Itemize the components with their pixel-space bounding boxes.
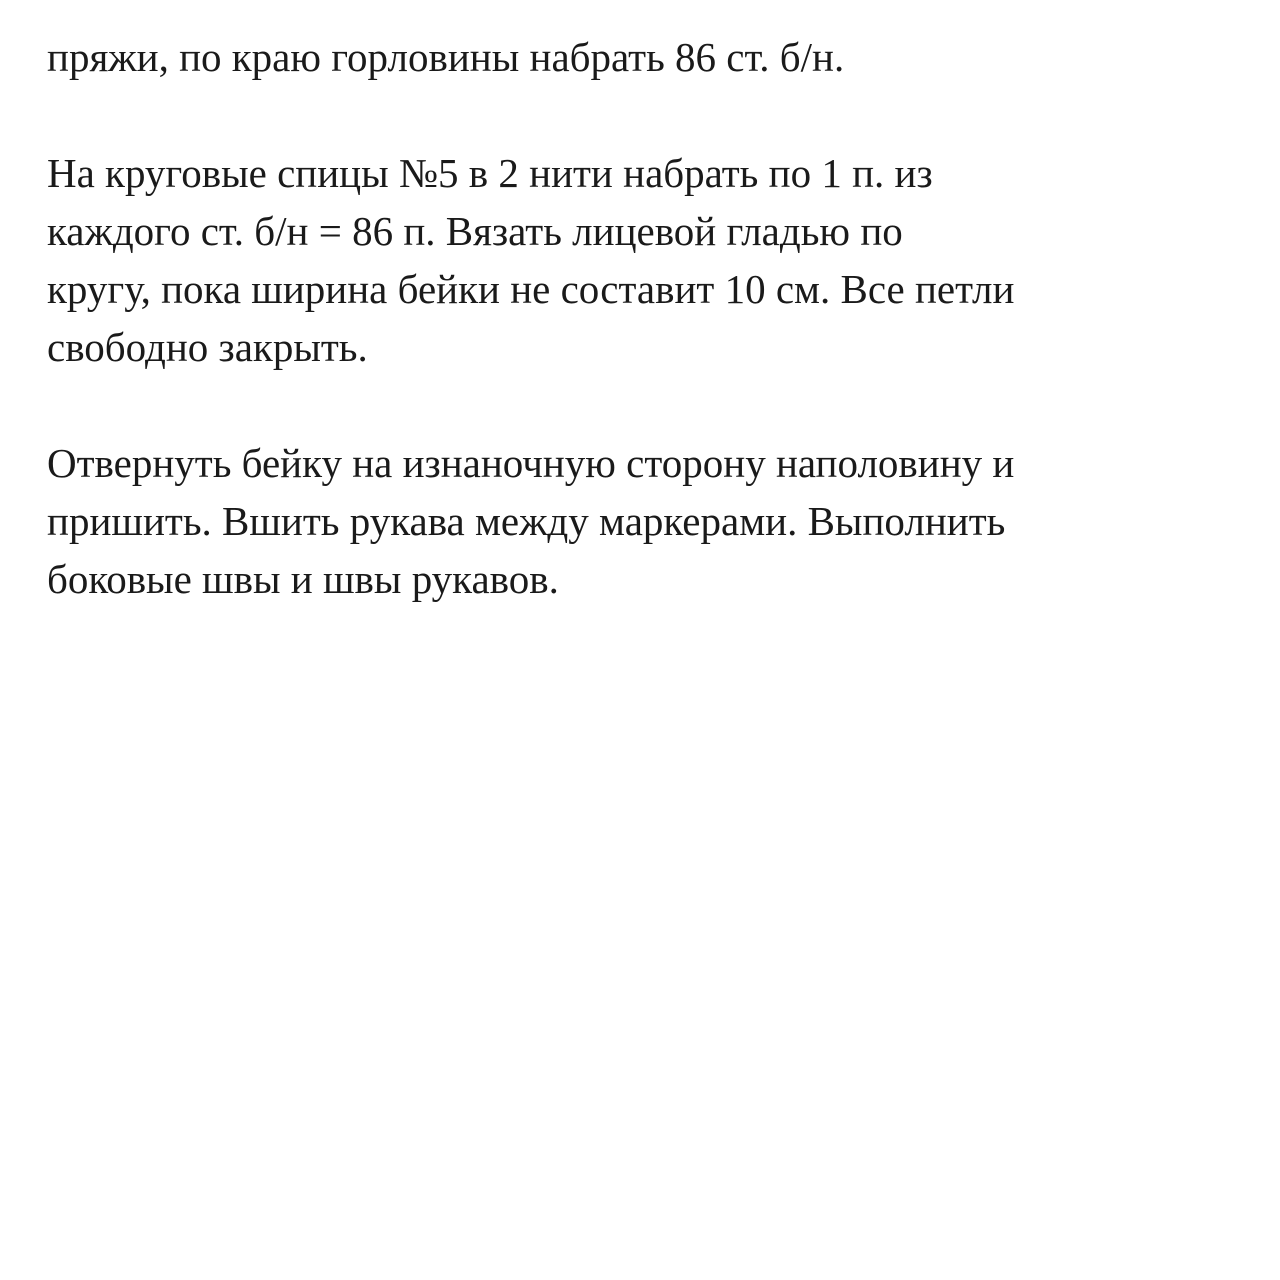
text-line: пришить. Вшить рукава между маркерами. Выполнить (47, 498, 1006, 544)
paragraph-finishing (47, 434, 1247, 608)
text-line: каждого ст. б/н = 86 п. Вязать лицевой гладью по (47, 208, 903, 254)
text-line: боковые швы и швы рукавов. (47, 556, 559, 602)
text-line: свободно закрыть. (47, 324, 368, 370)
paragraph-spacer (47, 376, 1247, 434)
instruction-text (47, 28, 1247, 608)
paragraph-binding-knitting (47, 144, 1247, 376)
text-line: Отвернуть бейку на изнаночную сторону наполовину и (47, 440, 1015, 486)
text-line: На круговые спицы №5 в 2 нити набрать по 1 п. из (47, 150, 933, 196)
text-line: пряжи, по краю горловины набрать 86 ст. б/н. (47, 34, 845, 80)
paragraph-neckline-pickup (47, 28, 1247, 86)
text-line: кругу, пока ширина бейки не составит 10 см. Все петли (47, 266, 1015, 312)
paragraph-spacer (47, 86, 1247, 144)
